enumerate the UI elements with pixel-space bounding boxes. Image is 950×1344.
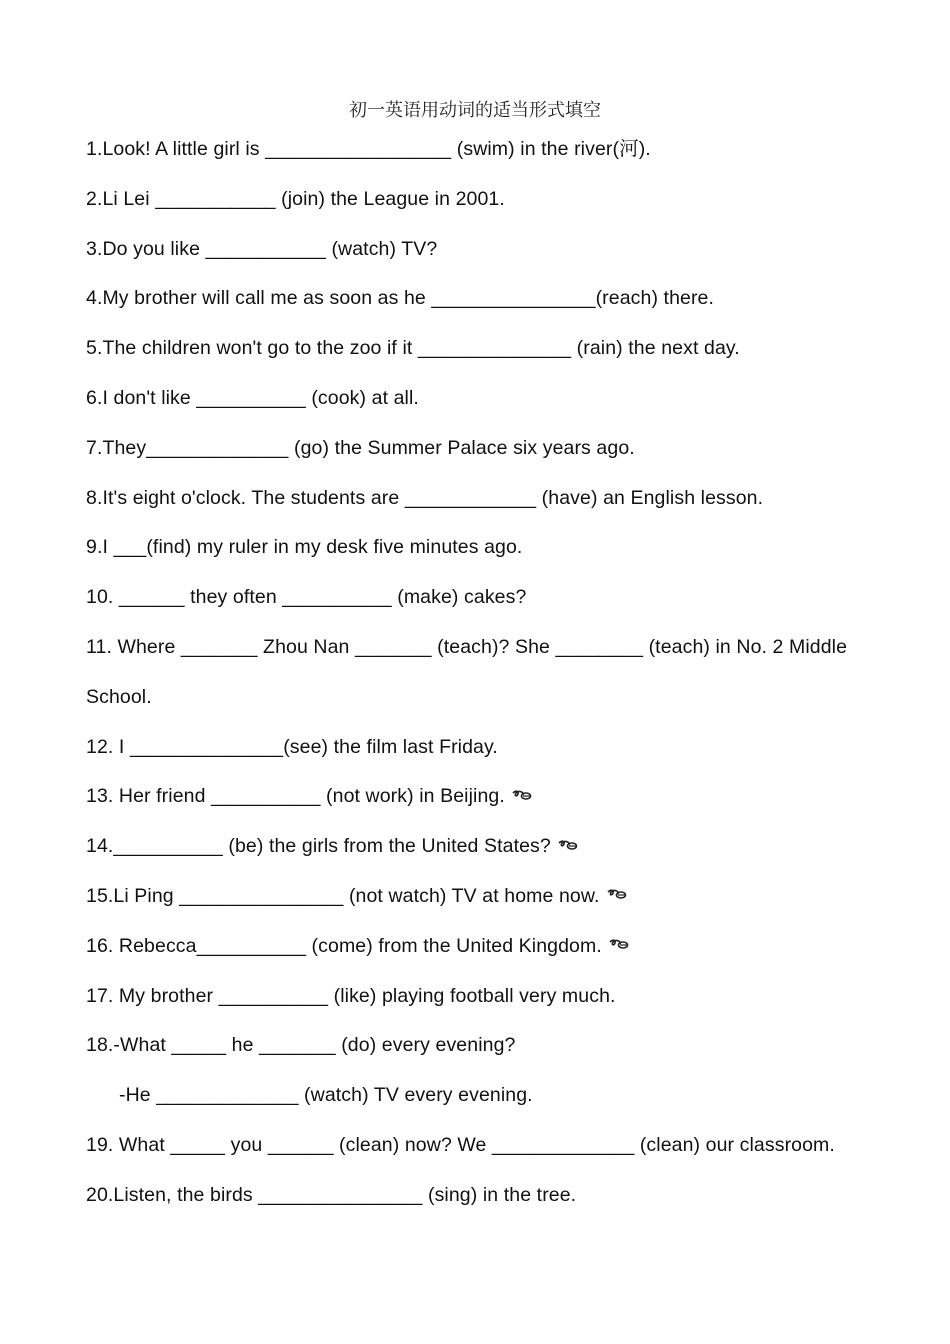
- question-line: [86, 534, 886, 584]
- question-text: 19. What _____ you ______ (clean) now? We _____________ (clean) our classroom.: [86, 1133, 835, 1156]
- question-line: [86, 485, 886, 535]
- scribble-mark-icon: [608, 932, 630, 958]
- question-line: [86, 1082, 886, 1132]
- question-line: [86, 833, 886, 883]
- question-line: [86, 435, 886, 485]
- question-text: 8.It's eight o'clock. The students are ____________ (have) an English lesson.: [86, 486, 764, 509]
- question-line: [86, 1032, 886, 1082]
- question-text: 14.__________ (be) the girls from the United States?: [86, 835, 551, 858]
- question-list: [86, 136, 886, 1232]
- question-line: [86, 136, 886, 186]
- question-line: [86, 385, 886, 435]
- question-text: 5.The children won't go to the zoo if it ______________ (rain) the next day.: [86, 337, 740, 360]
- question-text: 4.My brother will call me as soon as he _______________(reach) there.: [86, 287, 715, 310]
- question-text: 12. I ______________(see) the film last Friday.: [86, 735, 498, 758]
- question-line: [86, 783, 886, 833]
- question-line: [86, 186, 886, 236]
- scribble-mark-icon: [606, 882, 628, 908]
- question-text: 13. Her friend __________ (not work) in Beijing.: [86, 785, 505, 808]
- question-line: [86, 883, 886, 933]
- question-text: 2.Li Lei ___________ (join) the League in 2001.: [86, 187, 505, 210]
- question-line: [86, 1182, 886, 1232]
- question-line: [86, 983, 886, 1033]
- question-text: 6.I don't like __________ (cook) at all.: [86, 386, 419, 409]
- question-text: 11. Where _______ Zhou Nan _______ (teach)? She ________ (teach) in No. 2 Middle: [86, 635, 848, 658]
- question-line: [86, 285, 886, 335]
- question-line: [86, 335, 886, 385]
- question-text: 20.Listen, the birds _______________ (sing) in the tree.: [86, 1183, 577, 1206]
- question-text: 17. My brother __________ (like) playing football very much.: [86, 984, 616, 1007]
- question-line: [86, 236, 886, 286]
- question-text: 7.They_____________ (go) the Summer Palace six years ago.: [86, 436, 635, 459]
- question-text: 16. Rebecca__________ (come) from the United Kingdom.: [86, 934, 602, 957]
- question-line: [86, 734, 886, 784]
- scribble-mark-icon: [511, 783, 533, 809]
- question-line: [86, 684, 886, 734]
- question-text: 9.I ___(find) my ruler in my desk five minutes ago.: [86, 536, 523, 559]
- question-line: [86, 1132, 886, 1182]
- question-text: 18.-What _____ he _______ (do) every evening?: [86, 1034, 516, 1057]
- question-text: 15.Li Ping _______________ (not watch) TV at home now.: [86, 884, 600, 907]
- question-line: [86, 584, 886, 634]
- page-title: 初一英语用动词的适当形式填空: [349, 100, 601, 121]
- question-text: -He _____________ (watch) TV every evening.: [119, 1084, 533, 1107]
- question-text: School.: [86, 685, 152, 708]
- question-line: [86, 933, 886, 983]
- question-text: 1.Look! A little girl is _________________ (swim) in the river(河).: [86, 138, 651, 160]
- question-text: 3.Do you like ___________ (watch) TV?: [86, 237, 438, 260]
- scribble-mark-icon: [557, 833, 579, 859]
- question-text: 10. ______ they often __________ (make) cakes?: [86, 586, 527, 609]
- question-line: [86, 634, 886, 684]
